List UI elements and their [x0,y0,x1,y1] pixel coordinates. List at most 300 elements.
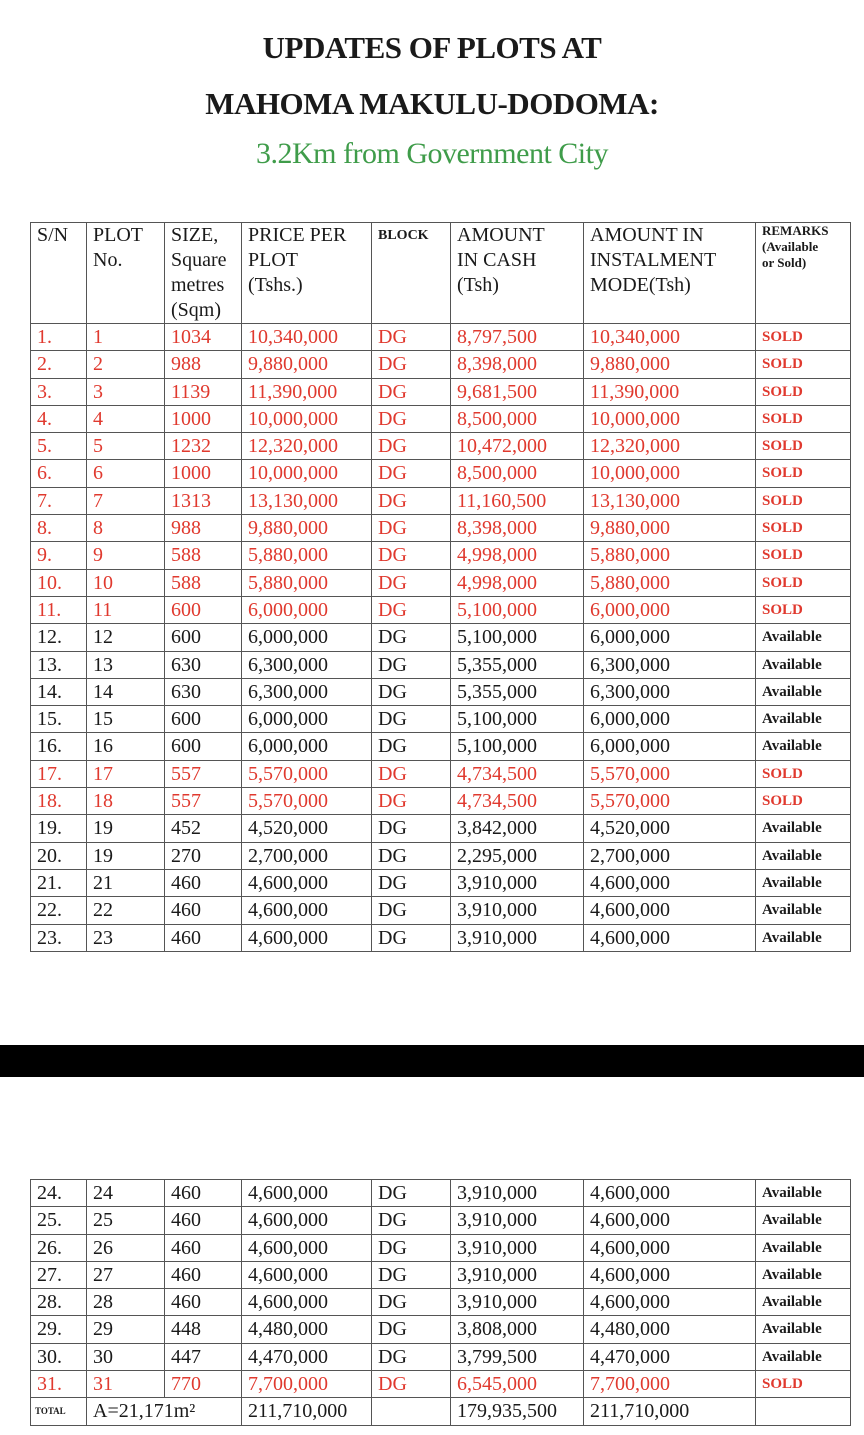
cell-cash: 3,910,000 [451,1180,584,1207]
cell-size: 270 [165,842,242,869]
cell-inst: 4,600,000 [584,1207,756,1234]
cell-inst: 5,570,000 [584,788,756,815]
cell-price: 6,000,000 [242,733,372,760]
cell-sn: 18. [31,788,87,815]
cell-price: 5,570,000 [242,788,372,815]
cell-cash: 4,998,000 [451,569,584,596]
cell-sn: 9. [31,542,87,569]
cell-size: 770 [165,1371,242,1398]
cell-inst: 9,880,000 [584,515,756,542]
totals-row [31,1398,851,1425]
cell-inst: 4,600,000 [584,897,756,924]
cell-remark: Available [756,1234,851,1261]
cell-block: DG [372,788,451,815]
cell-cash: 11,160,500 [451,487,584,514]
table-row [31,1234,851,1261]
header-instalment: AMOUNT IN INSTALMENT MODE(Tsh) [584,223,756,324]
cell-price: 4,600,000 [242,1180,372,1207]
cell-block: DG [372,460,451,487]
cell-price: 4,600,000 [242,1289,372,1316]
cell-size: 460 [165,1289,242,1316]
table-row [31,1371,851,1398]
cell-remark: SOLD [756,324,851,351]
cell-size: 600 [165,596,242,623]
plots-table-bottom [30,1179,851,1426]
cell-inst: 4,600,000 [584,869,756,896]
total-instalment: 211,710,000 [584,1398,756,1425]
cell-sn: 13. [31,651,87,678]
cell-remark: Available [756,815,851,842]
cell-size: 460 [165,1180,242,1207]
table-row [31,842,851,869]
cell-cash: 3,910,000 [451,1289,584,1316]
cell-block: DG [372,1371,451,1398]
cell-sn: 25. [31,1207,87,1234]
cell-plot: 30 [87,1343,165,1370]
cell-block: DG [372,433,451,460]
cell-block: DG [372,405,451,432]
cell-price: 11,390,000 [242,378,372,405]
cell-block: DG [372,515,451,542]
cell-cash: 8,398,000 [451,351,584,378]
table-row [31,869,851,896]
cell-sn: 14. [31,678,87,705]
cell-block: DG [372,706,451,733]
table-row [31,515,851,542]
cell-sn: 3. [31,378,87,405]
cell-inst: 6,000,000 [584,596,756,623]
table-row [31,760,851,787]
cell-price: 13,130,000 [242,487,372,514]
cell-remark: SOLD [756,569,851,596]
cell-size: 988 [165,515,242,542]
cell-block: DG [372,651,451,678]
cell-size: 1139 [165,378,242,405]
cell-cash: 2,295,000 [451,842,584,869]
cell-remark: Available [756,651,851,678]
cell-size: 460 [165,1261,242,1288]
table-row [31,788,851,815]
cell-price: 6,300,000 [242,651,372,678]
cell-inst: 4,520,000 [584,815,756,842]
cell-plot: 14 [87,678,165,705]
cell-remark: SOLD [756,460,851,487]
cell-cash: 3,910,000 [451,1207,584,1234]
black-divider-bar [0,1045,864,1077]
cell-cash: 3,842,000 [451,815,584,842]
cell-sn: 29. [31,1316,87,1343]
cell-size: 1000 [165,460,242,487]
cell-sn: 26. [31,1234,87,1261]
cell-sn: 7. [31,487,87,514]
cell-remark: Available [756,624,851,651]
cell-cash: 8,398,000 [451,515,584,542]
plots-table-top [30,222,851,952]
table-row [31,815,851,842]
cell-remark: SOLD [756,760,851,787]
table-row [31,351,851,378]
cell-sn: 4. [31,405,87,432]
cell-price: 6,000,000 [242,596,372,623]
cell-price: 2,700,000 [242,842,372,869]
cell-block: DG [372,1289,451,1316]
cell-inst: 4,600,000 [584,1261,756,1288]
cell-block: DG [372,351,451,378]
cell-price: 12,320,000 [242,433,372,460]
cell-sn: 12. [31,624,87,651]
cell-block: DG [372,869,451,896]
cell-plot: 6 [87,460,165,487]
table-header-row [31,223,851,324]
cell-remark: SOLD [756,378,851,405]
cell-remark: SOLD [756,351,851,378]
cell-block: DG [372,596,451,623]
cell-plot: 25 [87,1207,165,1234]
cell-remark: Available [756,1289,851,1316]
cell-remark: Available [756,678,851,705]
cell-sn: 2. [31,351,87,378]
cell-remark: Available [756,869,851,896]
cell-price: 4,600,000 [242,1234,372,1261]
cell-plot: 7 [87,487,165,514]
cell-inst: 4,470,000 [584,1343,756,1370]
cell-size: 1000 [165,405,242,432]
table-row [31,897,851,924]
cell-remark: SOLD [756,487,851,514]
table-row [31,733,851,760]
header-sn: S/N [31,223,87,324]
cell-block: DG [372,542,451,569]
cell-cash: 3,910,000 [451,1261,584,1288]
table-row [31,596,851,623]
page-title-line2: MAHOMA MAKULU-DODOMA: [205,86,659,121]
cell-plot: 8 [87,515,165,542]
table-row [31,460,851,487]
cell-inst: 10,000,000 [584,460,756,487]
cell-block: DG [372,815,451,842]
cell-sn: 24. [31,1180,87,1207]
table-row [31,1343,851,1370]
cell-size: 448 [165,1316,242,1343]
cell-price: 6,300,000 [242,678,372,705]
cell-inst: 12,320,000 [584,433,756,460]
cell-block: DG [372,487,451,514]
cell-inst: 6,000,000 [584,733,756,760]
cell-size: 588 [165,569,242,596]
cell-size: 1313 [165,487,242,514]
cell-sn: 23. [31,924,87,951]
cell-block: DG [372,378,451,405]
table-row [31,1289,851,1316]
cell-sn: 20. [31,842,87,869]
cell-remark: Available [756,706,851,733]
cell-cash: 3,910,000 [451,924,584,951]
cell-size: 1034 [165,324,242,351]
cell-cash: 5,100,000 [451,596,584,623]
cell-cash: 3,910,000 [451,869,584,896]
cell-price: 10,000,000 [242,405,372,432]
cell-block: DG [372,733,451,760]
page-subtitle: 3.2Km from Government City [256,137,608,170]
cell-size: 557 [165,788,242,815]
cell-size: 600 [165,706,242,733]
cell-remark: Available [756,1343,851,1370]
table-row [31,624,851,651]
cell-block: DG [372,1261,451,1288]
cell-remark: Available [756,842,851,869]
cell-sn: 30. [31,1343,87,1370]
cell-inst: 5,570,000 [584,760,756,787]
cell-remark: SOLD [756,788,851,815]
cell-block: DG [372,1316,451,1343]
cell-size: 557 [165,760,242,787]
cell-block: DG [372,924,451,951]
cell-price: 6,000,000 [242,706,372,733]
total-block-empty [372,1398,451,1425]
cell-remark: Available [756,733,851,760]
cell-remark: SOLD [756,596,851,623]
cell-plot: 18 [87,788,165,815]
cell-cash: 9,681,500 [451,378,584,405]
cell-size: 460 [165,897,242,924]
cell-plot: 19 [87,842,165,869]
header-remarks: REMARKS (Available or Sold) [756,223,851,324]
table-row [31,569,851,596]
cell-size: 447 [165,1343,242,1370]
cell-plot: 24 [87,1180,165,1207]
cell-plot: 15 [87,706,165,733]
cell-sn: 8. [31,515,87,542]
cell-plot: 16 [87,733,165,760]
header-block: BLOCK [372,223,451,324]
cell-block: DG [372,1180,451,1207]
header-size: SIZE, Square metres (Sqm) [165,223,242,324]
cell-inst: 4,600,000 [584,1234,756,1261]
cell-sn: 21. [31,869,87,896]
cell-block: DG [372,324,451,351]
page-title-line1: UPDATES OF PLOTS AT [262,30,602,65]
cell-sn: 5. [31,433,87,460]
cell-price: 10,340,000 [242,324,372,351]
cell-sn: 28. [31,1289,87,1316]
cell-remark: SOLD [756,433,851,460]
cell-plot: 9 [87,542,165,569]
cell-price: 5,880,000 [242,569,372,596]
cell-remark: SOLD [756,515,851,542]
cell-remark: Available [756,1180,851,1207]
cell-size: 600 [165,733,242,760]
cell-plot: 26 [87,1234,165,1261]
table-row [31,542,851,569]
table-row [31,651,851,678]
cell-price: 7,700,000 [242,1371,372,1398]
cell-plot: 31 [87,1371,165,1398]
cell-block: DG [372,842,451,869]
total-label: TOTAL [31,1398,87,1425]
cell-plot: 3 [87,378,165,405]
table-row [31,324,851,351]
cell-size: 600 [165,624,242,651]
table-row [31,378,851,405]
cell-price: 5,880,000 [242,542,372,569]
cell-sn: 15. [31,706,87,733]
total-price: 211,710,000 [242,1398,372,1425]
cell-price: 9,880,000 [242,351,372,378]
cell-plot: 13 [87,651,165,678]
cell-price: 4,600,000 [242,1207,372,1234]
cell-size: 452 [165,815,242,842]
cell-price: 4,600,000 [242,897,372,924]
cell-remark: Available [756,1207,851,1234]
table-row [31,1180,851,1207]
cell-inst: 6,300,000 [584,651,756,678]
cell-inst: 4,600,000 [584,1180,756,1207]
cell-size: 630 [165,651,242,678]
cell-sn: 19. [31,815,87,842]
cell-size: 1232 [165,433,242,460]
cell-cash: 8,797,500 [451,324,584,351]
cell-plot: 12 [87,624,165,651]
cell-size: 630 [165,678,242,705]
cell-cash: 3,910,000 [451,1234,584,1261]
cell-price: 4,600,000 [242,924,372,951]
cell-plot: 10 [87,569,165,596]
total-cash: 179,935,500 [451,1398,584,1425]
cell-sn: 11. [31,596,87,623]
cell-inst: 6,300,000 [584,678,756,705]
cell-inst: 11,390,000 [584,378,756,405]
table-row [31,487,851,514]
cell-cash: 3,910,000 [451,897,584,924]
cell-remark: Available [756,924,851,951]
cell-price: 10,000,000 [242,460,372,487]
cell-price: 4,470,000 [242,1343,372,1370]
cell-inst: 4,600,000 [584,924,756,951]
cell-plot: 22 [87,897,165,924]
cell-inst: 5,880,000 [584,542,756,569]
cell-plot: 1 [87,324,165,351]
cell-block: DG [372,569,451,596]
cell-cash: 4,998,000 [451,542,584,569]
cell-size: 460 [165,1234,242,1261]
cell-plot: 28 [87,1289,165,1316]
cell-plot: 23 [87,924,165,951]
cell-plot: 4 [87,405,165,432]
cell-block: DG [372,624,451,651]
cell-remark: Available [756,1261,851,1288]
cell-cash: 3,808,000 [451,1316,584,1343]
cell-sn: 1. [31,324,87,351]
cell-size: 588 [165,542,242,569]
cell-price: 5,570,000 [242,760,372,787]
cell-sn: 22. [31,897,87,924]
cell-inst: 10,340,000 [584,324,756,351]
cell-remark: SOLD [756,405,851,432]
cell-plot: 19 [87,815,165,842]
cell-sn: 16. [31,733,87,760]
header-cash: AMOUNT IN CASH (Tsh) [451,223,584,324]
cell-cash: 6,545,000 [451,1371,584,1398]
cell-sn: 31. [31,1371,87,1398]
cell-plot: 11 [87,596,165,623]
table-row [31,1207,851,1234]
cell-cash: 4,734,500 [451,788,584,815]
header-price: PRICE PER PLOT (Tshs.) [242,223,372,324]
cell-cash: 8,500,000 [451,405,584,432]
cell-inst: 6,000,000 [584,706,756,733]
cell-sn: 27. [31,1261,87,1288]
cell-size: 460 [165,869,242,896]
cell-plot: 27 [87,1261,165,1288]
cell-cash: 5,100,000 [451,624,584,651]
cell-block: DG [372,1343,451,1370]
cell-cash: 8,500,000 [451,460,584,487]
cell-cash: 3,799,500 [451,1343,584,1370]
table-row [31,1261,851,1288]
cell-remark: Available [756,897,851,924]
cell-remark: SOLD [756,542,851,569]
cell-cash: 4,734,500 [451,760,584,787]
cell-sn: 10. [31,569,87,596]
cell-price: 4,480,000 [242,1316,372,1343]
cell-sn: 6. [31,460,87,487]
cell-size: 460 [165,1207,242,1234]
cell-inst: 4,480,000 [584,1316,756,1343]
cell-remark: SOLD [756,1371,851,1398]
cell-inst: 6,000,000 [584,624,756,651]
cell-inst: 4,600,000 [584,1289,756,1316]
cell-inst: 7,700,000 [584,1371,756,1398]
cell-cash: 5,355,000 [451,651,584,678]
cell-block: DG [372,897,451,924]
table-row [31,706,851,733]
total-area: A=21,171m² [87,1398,242,1425]
cell-price: 9,880,000 [242,515,372,542]
cell-inst: 13,130,000 [584,487,756,514]
cell-cash: 5,355,000 [451,678,584,705]
table-row [31,405,851,432]
table-row [31,678,851,705]
total-remarks-empty [756,1398,851,1425]
cell-block: DG [372,1234,451,1261]
cell-block: DG [372,678,451,705]
cell-block: DG [372,1207,451,1234]
table-row [31,924,851,951]
cell-plot: 29 [87,1316,165,1343]
cell-cash: 10,472,000 [451,433,584,460]
cell-cash: 5,100,000 [451,706,584,733]
cell-price: 4,600,000 [242,1261,372,1288]
cell-inst: 9,880,000 [584,351,756,378]
cell-remark: Available [756,1316,851,1343]
cell-plot: 2 [87,351,165,378]
cell-price: 4,520,000 [242,815,372,842]
cell-inst: 5,880,000 [584,569,756,596]
cell-cash: 5,100,000 [451,733,584,760]
cell-plot: 5 [87,433,165,460]
cell-size: 460 [165,924,242,951]
cell-block: DG [372,760,451,787]
cell-plot: 17 [87,760,165,787]
table-row [31,433,851,460]
table-row [31,1316,851,1343]
cell-price: 4,600,000 [242,869,372,896]
cell-inst: 10,000,000 [584,405,756,432]
cell-inst: 2,700,000 [584,842,756,869]
cell-sn: 17. [31,760,87,787]
cell-price: 6,000,000 [242,624,372,651]
cell-size: 988 [165,351,242,378]
